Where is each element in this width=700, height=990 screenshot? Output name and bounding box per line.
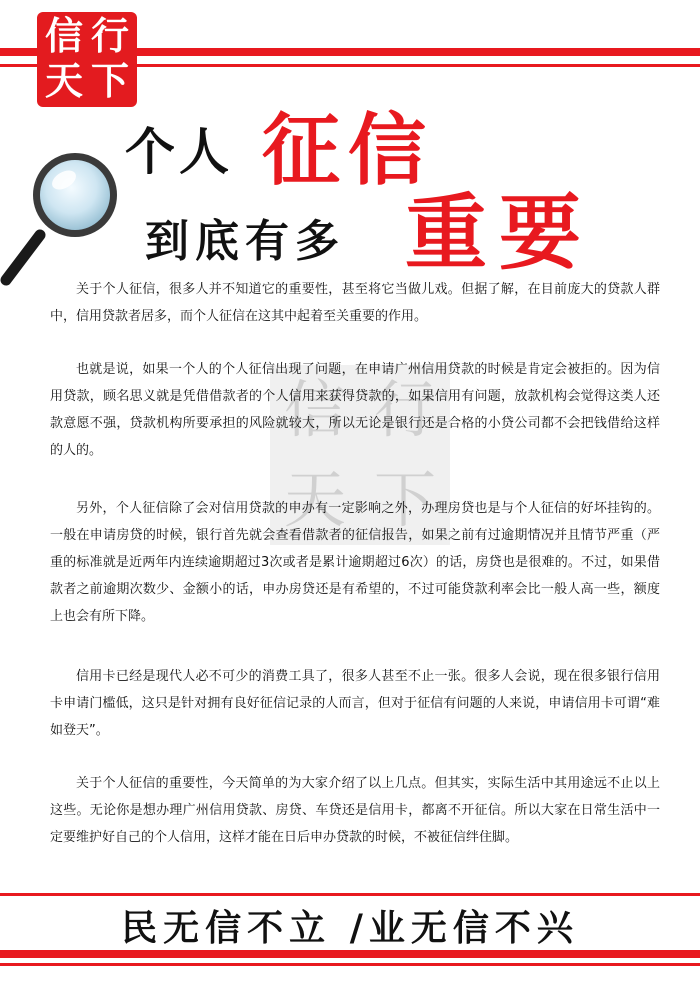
paragraph: 信用卡已经是现代人必不可少的消费工具了，很多人甚至不止一张。很多人会说，现在很多银行信用卡申请门槛低，这只是针对拥有良好征信记录的人而言，但对于征信有问题的人来说，申请信用卡可谓“难如登天”。	[50, 669, 660, 738]
watermark-char: 天	[283, 463, 346, 536]
bottom-rule-thin-upper	[0, 893, 700, 896]
watermark-char: 信	[283, 373, 346, 446]
paragraph: 另外，个人征信除了会对信用贷款的申办有一定影响之外，办理房贷也是与个人征信的好坏挂钩的。一般在申请房贷的时候，银行首先就会查看借款者的征信报告，如果之前有过逾期情况并且情节严重（严重的标准就是近两年内连续逾期超过3次或者是累计逾期超过6次）的话，房贷也是很难的。不过，如果借款者之前逾期次数少、金额小的话，申办房贷还是有希望的，不过可能贷款利率会比一般人高一些，额度上也会有所下降。	[50, 501, 660, 624]
paragraph: 关于个人征信，很多人并不知道它的重要性，甚至将它当做儿戏。但据了解，在目前庞大的贷款人群中，信用贷款者居多，而个人征信在这其中起着至关重要的作用。	[50, 282, 660, 324]
paragraph: 也就是说，如果一个人的个人征信出现了问题，在申请广州信用贷款的时候是肯定会被拒的。因为信用贷款，顾名思义就是凭借借款者的个人信用来获得贷款的，如果信用有问题，放款机构会觉得这类人还款意愿不强，贷款机构所要承担的风险就较大，所以无论是银行还是合格的小贷公司都不会把钱借给这样的人的。	[50, 362, 660, 458]
logo-char: 行	[90, 13, 129, 58]
title-line2-red: 重要	[405, 185, 594, 281]
logo-char: 信	[44, 13, 83, 58]
logo-seal	[37, 12, 137, 107]
watermark-char: 行	[373, 373, 436, 446]
paragraph: 关于个人征信的重要性，今天简单的为大家介绍了以上几点。但其实，实际生活中其用途远不止以上这些。无论你是想办理广州信用贷款、房贷、车贷还是信用卡，都离不开征信。所以大家在日常生活中一定要维护好自己的个人信用，这样才能在日后申办贷款的时候，不被征信绊住脚。	[50, 776, 660, 845]
bottom-rule-thin	[0, 963, 700, 966]
slogan: 民无信不立 /业无信不兴	[121, 907, 579, 949]
logo-char: 天	[44, 58, 83, 103]
logo-char: 下	[90, 58, 129, 103]
title-line2-black: 到底有多	[145, 216, 345, 267]
title-line1-red: 征信	[262, 105, 435, 196]
bottom-rule-thick	[0, 950, 700, 958]
magnifier-icon	[0, 140, 120, 290]
title-line1-black: 个人	[125, 122, 233, 181]
watermark-char: 下	[373, 463, 436, 536]
